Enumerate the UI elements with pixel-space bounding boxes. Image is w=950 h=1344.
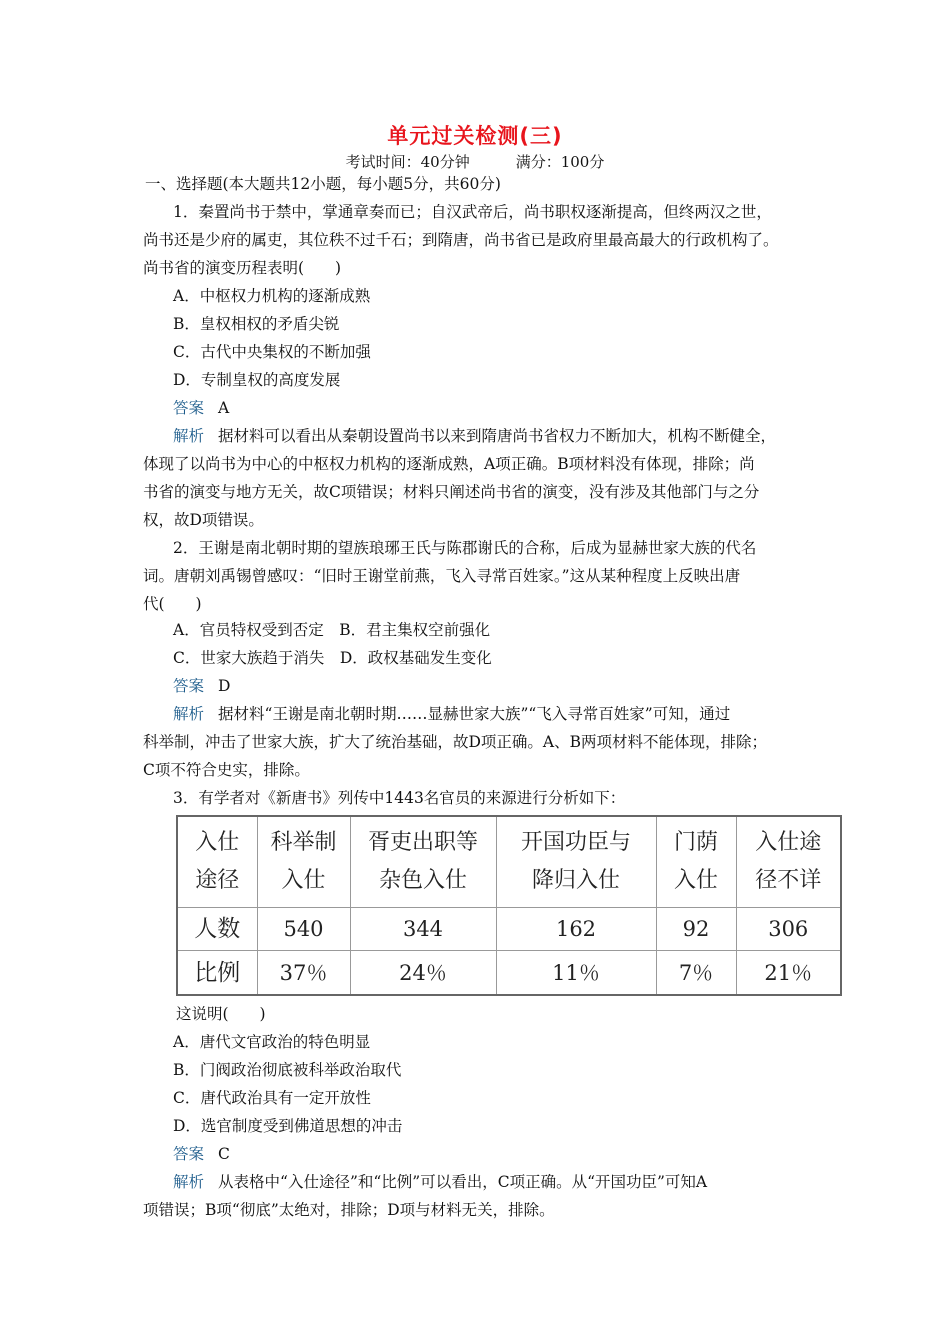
exam-meta — [0, 151, 950, 172]
q3-stem: 3．有学者对《新唐书》列传中1443名官员的来源进行分析如下： — [173, 789, 626, 807]
q1-analysis-line-3: 书省的演变与地方无关，故C项错误；材料只阐述尚书省的演变，没有涉及其他部门与之分 — [143, 483, 760, 501]
q1-analysis-line-1 — [173, 426, 776, 446]
table-cell: 92 — [656, 908, 736, 951]
analysis-label: 解析 — [173, 705, 205, 723]
table-cell: 11％ — [496, 951, 656, 995]
table-row — [177, 908, 841, 951]
q3-analysis-line-1 — [173, 1172, 707, 1192]
exam-time: 考试时间：40分钟 — [345, 153, 470, 171]
analysis-text: 据材料“王谢是南北朝时期……显赫世家大族”“飞入寻常百姓家”可知，通过 — [218, 705, 731, 723]
table-header-cell: 胥吏出职等 杂色入仕 — [350, 816, 496, 908]
q1-option-a: A．中枢权力机构的逐渐成熟 — [173, 287, 371, 305]
q3-option-c: C．唐代政治具有一定开放性 — [173, 1089, 371, 1107]
q2-analysis-line-2: 科举制，冲击了世家大族，扩大了统治基础，故D项正确。A、B两项材料不能体现，排除； — [143, 733, 768, 751]
q2-stem-line-2: 词。唐朝刘禹锡曾感叹：“旧时王谢堂前燕，飞入寻常百姓家。”这从某种程度上反映出唐 — [143, 567, 741, 585]
q1-analysis-line-2: 体现了以尚书为中心的中枢权力机构的逐渐成熟，A项正确。B项材料没有体现，排除；尚 — [143, 455, 755, 473]
q2-analysis-line-1 — [173, 704, 730, 724]
q1-option-d: D．专制皇权的高度发展 — [173, 371, 341, 389]
answer-label: 答案 — [173, 677, 205, 695]
table-header-cell: 开国功臣与 降归入仕 — [496, 816, 656, 908]
section-heading: 一、选择题(本大题共12小题，每小题5分，共60分) — [145, 175, 501, 193]
table-header-cell: 门荫 入仕 — [656, 816, 736, 908]
analysis-text: 从表格中“入仕途径”和“比例”可以看出，C项正确。从“开国功臣”可知A — [218, 1173, 708, 1191]
table-cell: 21％ — [736, 951, 841, 995]
q3-option-a: A．唐代文官政治的特色明显 — [173, 1033, 371, 1051]
q1-analysis-line-4: 权，故D项错误。 — [143, 511, 264, 529]
table-cell: 37％ — [257, 951, 350, 995]
table-header-cell: 入仕途 径不详 — [736, 816, 841, 908]
table-cell: 540 — [257, 908, 350, 951]
q1-stem-line-2: 尚书还是少府的属吏，其位秩不过千石；到隋唐，尚书省已是政府里最高最大的行政机构了。 — [143, 231, 779, 249]
q1-answer — [173, 398, 229, 418]
table-cell: 306 — [736, 908, 841, 951]
q3-option-d: D．选官制度受到佛道思想的冲击 — [173, 1117, 403, 1135]
answer-value: A — [218, 399, 230, 417]
table-cell: 162 — [496, 908, 656, 951]
answer-label: 答案 — [173, 399, 205, 417]
table-cell: 24％ — [350, 951, 496, 995]
answer-label: 答案 — [173, 1145, 205, 1163]
table-header-cell: 入仕 途径 — [177, 816, 257, 908]
table-header-cell: 科举制 入仕 — [257, 816, 350, 908]
row-label: 比例 — [177, 951, 257, 995]
answer-value: C — [218, 1145, 230, 1163]
q1-stem-line-3: 尚书省的演变历程表明( ) — [143, 259, 342, 277]
q3-after-table: 这说明( ) — [176, 1005, 266, 1023]
table-row — [177, 951, 841, 995]
q2-options-ab: A．官员特权受到否定 B．君主集权空前强化 — [173, 621, 491, 639]
row-label: 人数 — [177, 908, 257, 951]
q1-stem-line-1: 1．秦置尚书于禁中，掌通章奏而已；自汉武帝后，尚书职权逐渐提高，但终两汉之世， — [173, 203, 772, 221]
exam-score: 满分：100分 — [515, 153, 605, 171]
official-origin-table — [176, 815, 842, 996]
q2-answer — [173, 676, 230, 696]
analysis-label: 解析 — [173, 1173, 205, 1191]
page-title: 单元过关检测(三) — [387, 124, 563, 148]
table-cell: 344 — [350, 908, 496, 951]
q1-option-c: C．古代中央集权的不断加强 — [173, 343, 371, 361]
q3-option-b: B．门阀政治彻底被科举政治取代 — [173, 1061, 402, 1079]
q2-options-cd: C．世家大族趋于消失 D．政权基础发生变化 — [173, 649, 492, 667]
q2-analysis-line-3: C项不符合史实，排除。 — [143, 761, 310, 779]
q2-stem-line-3: 代( ) — [143, 595, 202, 613]
table-header-row — [177, 816, 841, 908]
q3-answer — [173, 1144, 230, 1164]
q2-stem-line-1: 2．王谢是南北朝时期的望族琅琊王氏与陈郡谢氏的合称，后成为显赫世家大族的代名 — [173, 539, 757, 557]
analysis-text: 据材料可以看出从秦朝设置尚书以来到隋唐尚书省权力不断加大，机构不断健全， — [218, 427, 777, 445]
answer-value: D — [218, 677, 231, 695]
q1-option-b: B．皇权相权的矛盾尖锐 — [173, 315, 340, 333]
q3-analysis-line-2: 项错误；B项“彻底”太绝对，排除；D项与材料无关，排除。 — [143, 1201, 555, 1219]
table-cell: 7％ — [656, 951, 736, 995]
analysis-label: 解析 — [173, 427, 205, 445]
